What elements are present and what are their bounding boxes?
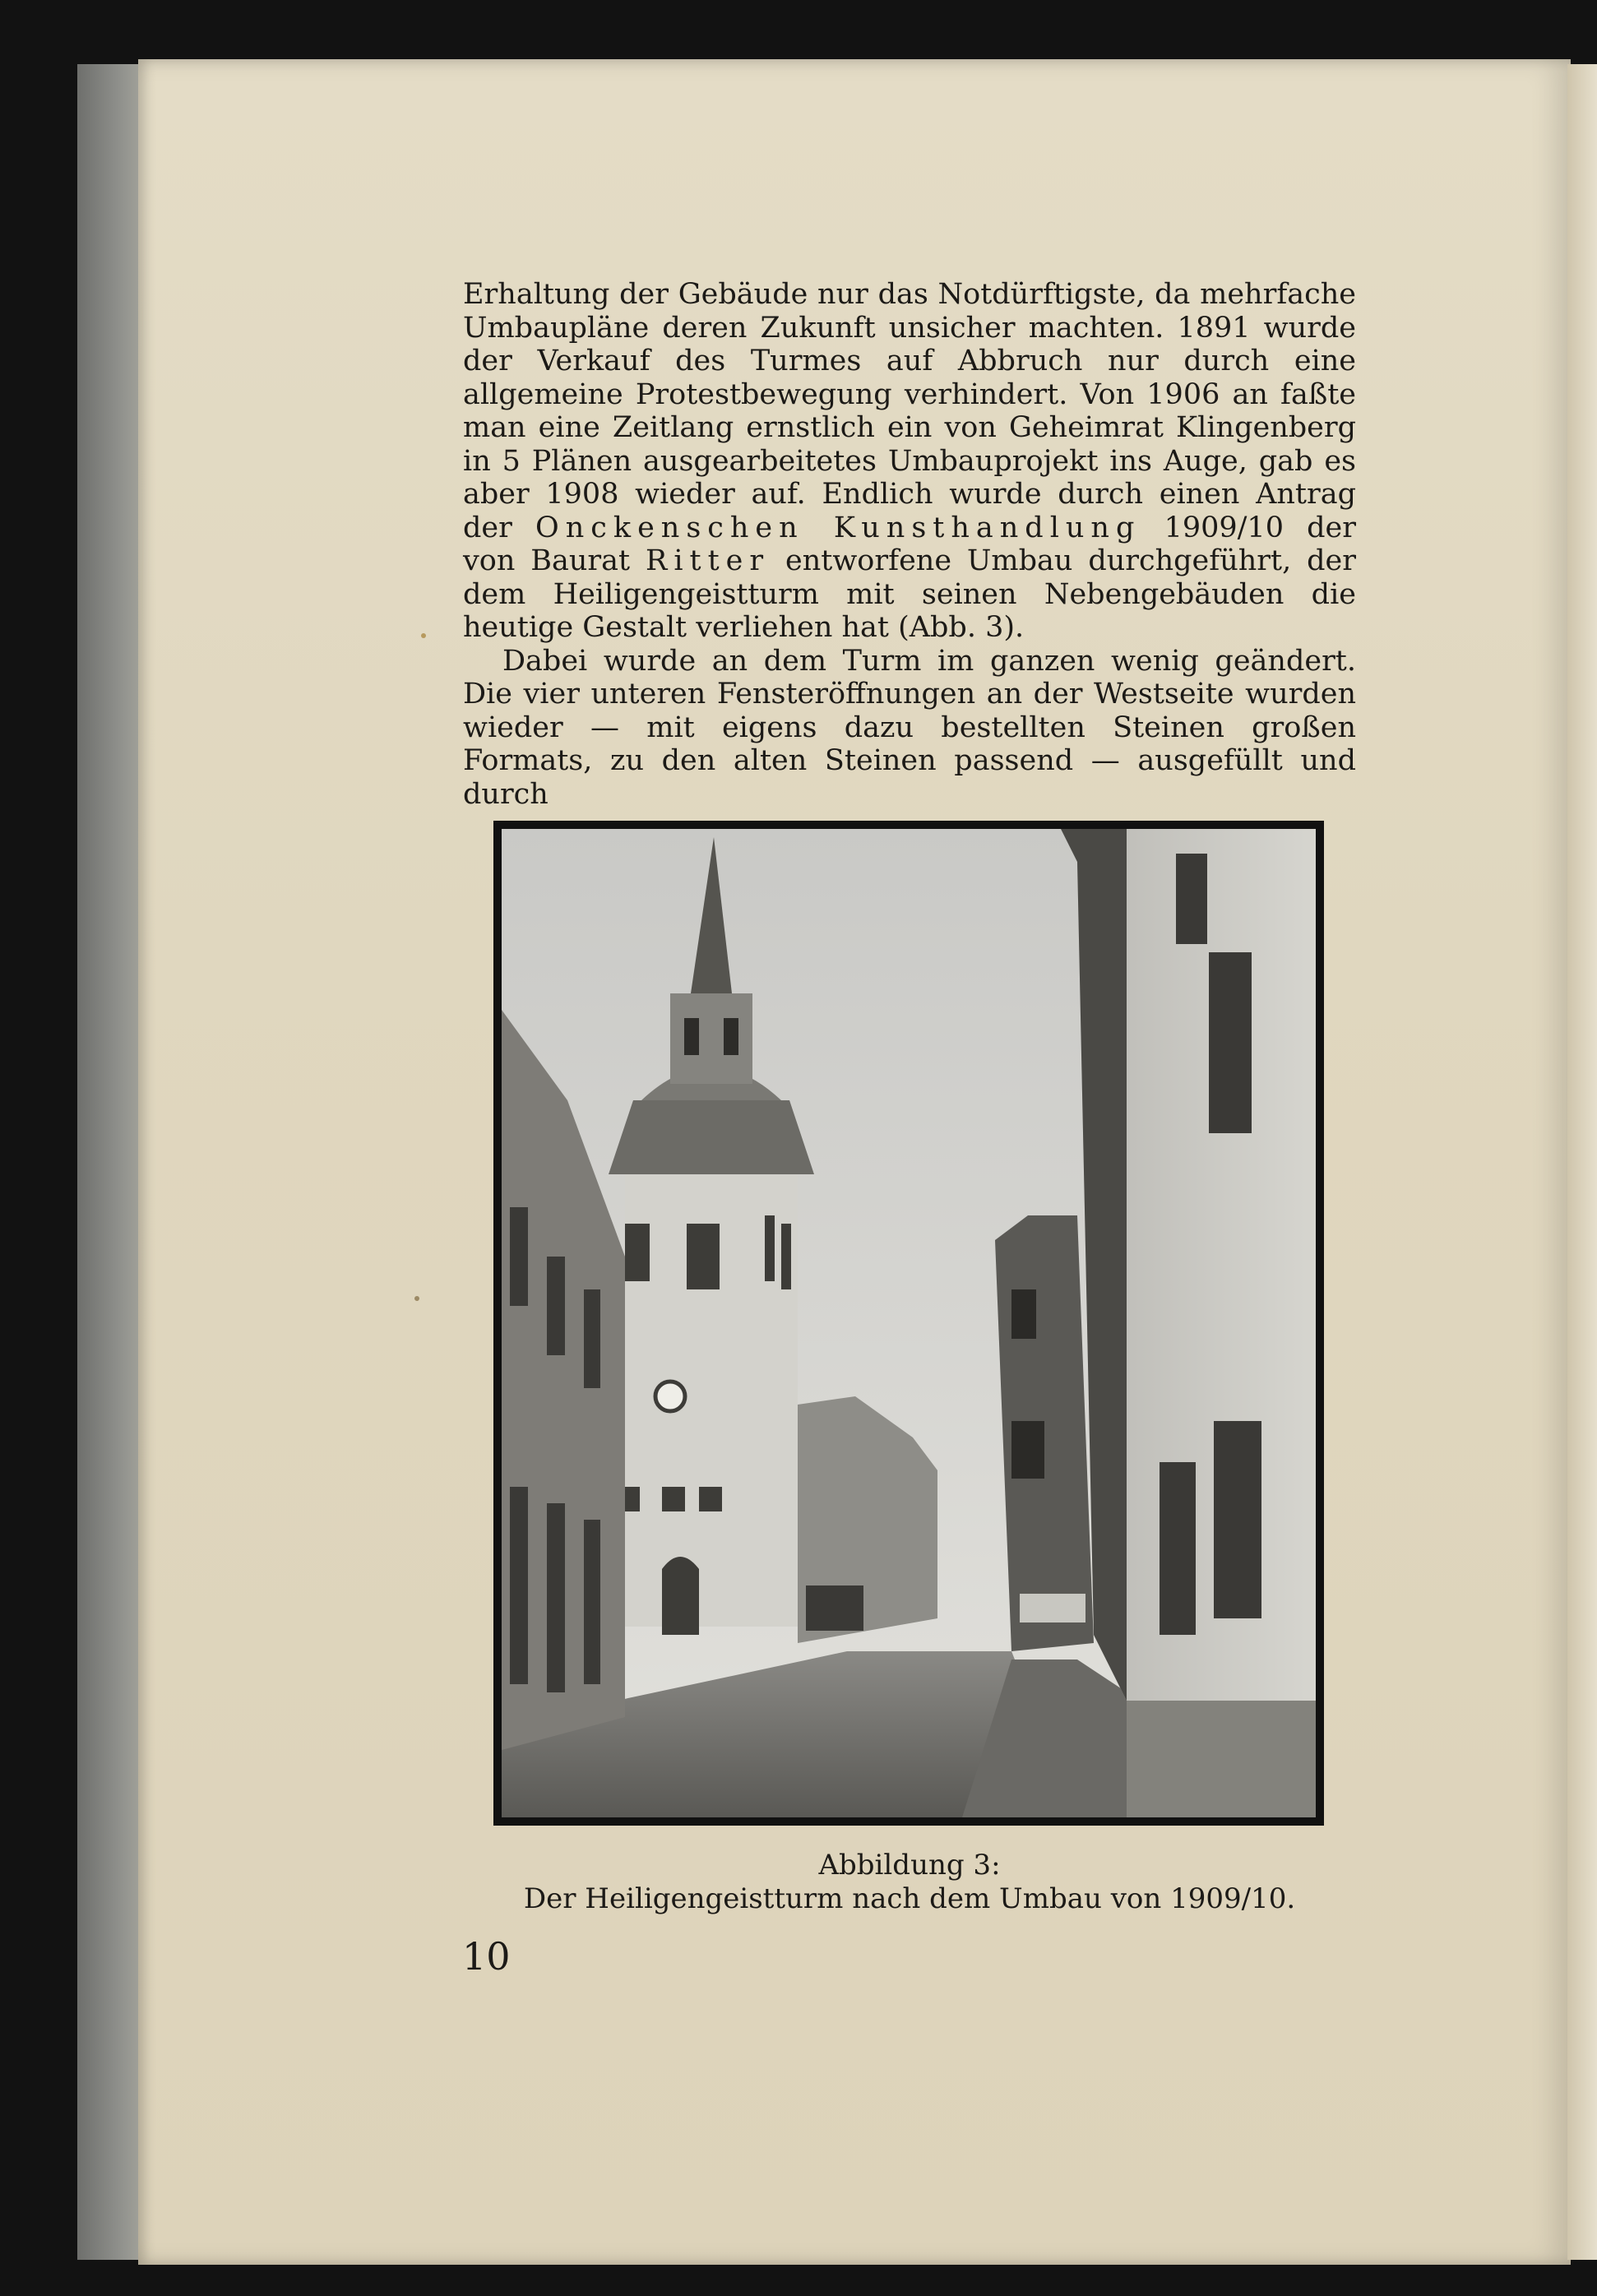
paper-speck (421, 633, 426, 638)
paper-speck (414, 1296, 419, 1301)
paragraph-1-part-a: Erhaltung der Gebäude nur das Notdürftigste, da mehrfache Umbaupläne deren Zukunft unsicher machten. 1891 wurde der Verkauf des Turmes auf Abbruch nur durch eine allgemeine Protestbewegung verhindert. Von 1906 an faßte man eine Zeitlang ernstlich ein von Geheimrat Klingenberg in 5 Plänen ausgearbeitetes Umbauprojekt ins Auge, gab es aber 1908 wieder auf. Endlich wurde durch einen Antrag der (463, 278, 1356, 544)
page-right-edge (1567, 64, 1597, 2260)
street-photo-illustration (502, 829, 1316, 1817)
caption-title: Abbildung 3: (818, 1849, 1001, 1882)
figure-caption (463, 1849, 1356, 1916)
paragraph-1-part-c: entworfene Umbau durchgeführt, der dem Heiligengeistturm mit seinen Nebengebäuden die heutige Gestalt verliehen hat (Abb. 3). (463, 544, 1356, 644)
body-text (463, 278, 1356, 811)
oncken-name: Onckenschen Kunsthandlung (535, 511, 1141, 544)
photo-heiligengeistturm (493, 821, 1324, 1826)
paragraph-1-part-b: 1909/10 der von Baurat (463, 511, 1356, 577)
page-number: 10 (462, 1934, 511, 1979)
caption-text: Der Heiligengeistturm nach dem Umbau von 1909/10. (523, 1882, 1296, 1915)
book-spine-edge (77, 64, 143, 2260)
paragraph-1 (463, 278, 1356, 645)
ritter-name: Ritter (646, 544, 771, 577)
paragraph-2: Dabei wurde an dem Turm im ganzen wenig geändert. Die vier unteren Fensteröffnungen an der Westseite wurden wieder — mit eigens dazu bestellten Steinen großen Formats, zu den alten Steinen passend — ausgefüllt und durch (463, 644, 1356, 811)
